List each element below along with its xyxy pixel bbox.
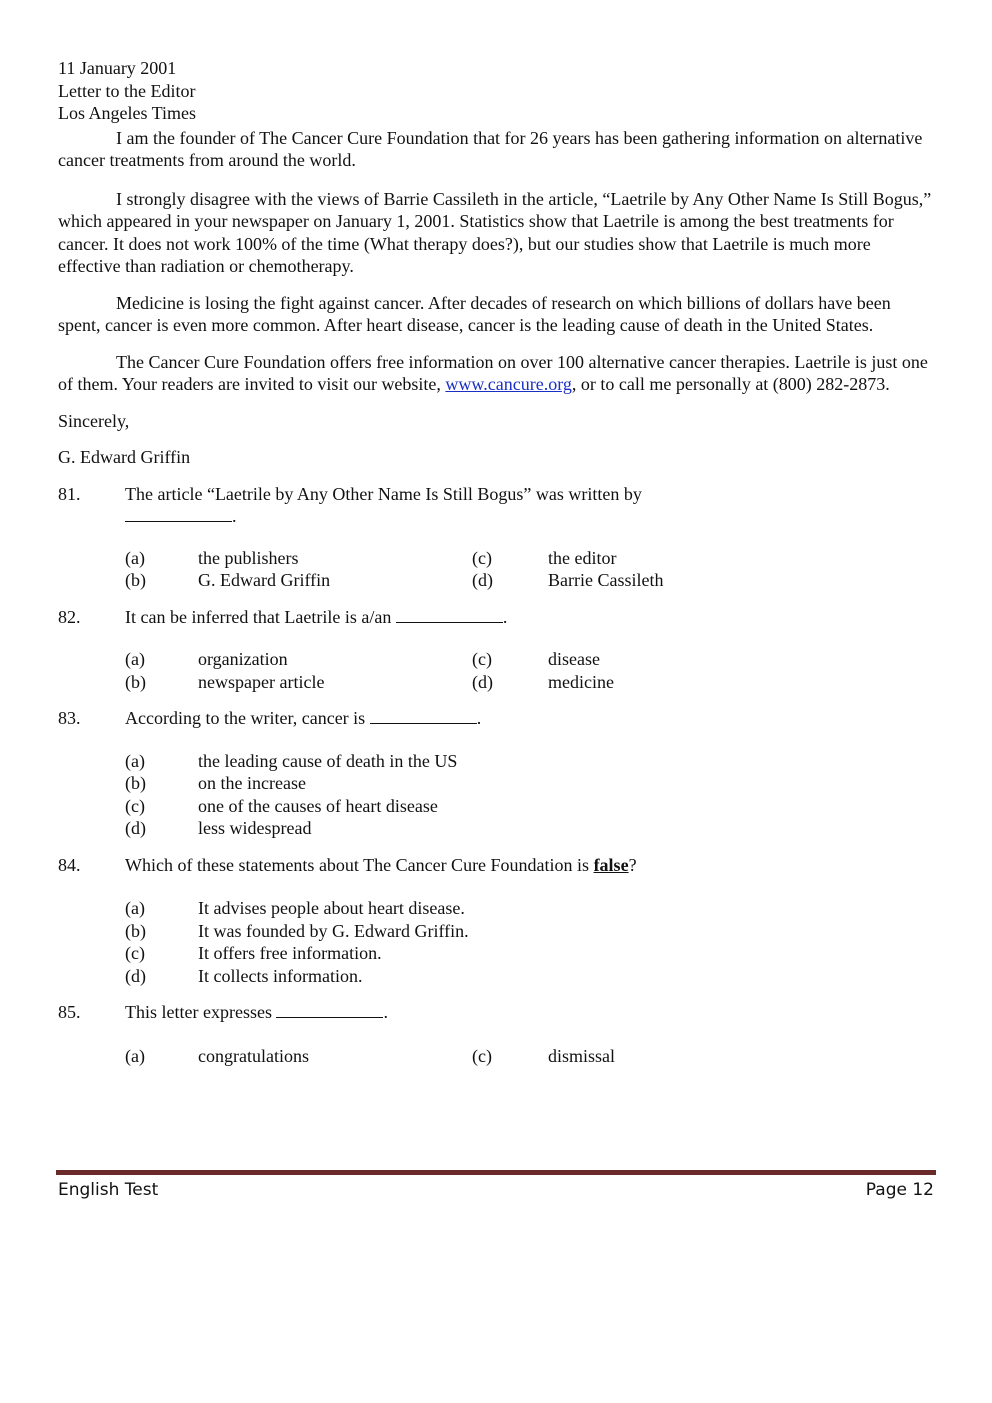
letter-paragraph-2: I strongly disagree with the views of Barrie Cassileth in the article, “Laetrile by Any Other Name Is Still Bogus,” which appeared in your newspaper on January 1, 2001. Statistics show that Laetrile is among the best treatments for cancer. It does not work 100% of the time (What therapy does?), but our studies show that Laetrile is much more effective than radiation or chemotherapy. (58, 188, 932, 276)
letter-paragraph-3: Medicine is losing the fight against cancer. After decades of research on which billions of dollars have been spent, cancer is even more common. After heart disease, cancer is the leading cause of death in the United States. (58, 292, 891, 335)
options-row (58, 671, 936, 694)
option-label: (d) (472, 570, 493, 590)
option-label: (d) (125, 965, 146, 986)
option-label: (b) (125, 773, 146, 793)
question-81 (58, 483, 936, 506)
option-label: (c) (472, 1045, 492, 1066)
option-text: disease (548, 649, 600, 669)
letter-paragraph-1: I am the founder of The Cancer Cure Foundation that for 26 years has been gathering information on alternative cancer treatments from around the world. (58, 127, 923, 170)
option-text: newspaper article (198, 671, 325, 692)
option-label: (b) (125, 570, 146, 590)
option-text: Barrie Cassileth (548, 570, 664, 590)
question-81-blank-line (58, 505, 936, 528)
letter-closing: Sincerely, (58, 410, 130, 431)
question-number: 81. (58, 483, 81, 504)
letter-signature: G. Edward Griffin (58, 447, 191, 467)
option-label: (b) (125, 671, 146, 692)
paragraph-4-text-end: , or to call me personally at (800) 282-2873. (571, 374, 890, 394)
option-text: less widespread (198, 818, 312, 838)
option-text: one of the causes of heart disease (198, 795, 438, 816)
question-end: . (232, 506, 237, 526)
options-row (58, 569, 936, 592)
option-text: the leading cause of death in the US (198, 750, 458, 771)
option-row (58, 817, 936, 840)
question-83 (58, 707, 936, 730)
option-label: (a) (125, 898, 145, 918)
option-label: (c) (472, 649, 492, 669)
question-number: 84. (58, 854, 81, 875)
question-end: . (476, 708, 482, 728)
option-text: organization (198, 649, 288, 669)
option-text: dismissal (548, 1045, 616, 1066)
question-84 (58, 854, 936, 877)
page-number: Page 12 (865, 1180, 934, 1200)
option-text: congratulations (198, 1045, 309, 1066)
option-text: It was founded by G. Edward Griffin. (198, 920, 469, 941)
question-stem: It can be inferred that Laetrile is a/an (125, 606, 392, 627)
letter-date: 11 January 2001 (58, 58, 177, 78)
document-page (58, 57, 936, 1067)
option-label: (d) (125, 818, 146, 838)
option-text: G. Edward Griffin (198, 570, 331, 590)
answer-blank (370, 707, 477, 724)
option-text: the editor (548, 547, 617, 568)
option-label: (a) (125, 547, 145, 568)
option-row (58, 920, 936, 943)
footer-divider (56, 1170, 936, 1175)
option-label: (b) (125, 920, 146, 941)
question-stem: According to the writer, cancer is (125, 708, 366, 728)
option-label: (d) (472, 671, 493, 692)
option-text: medicine (548, 671, 614, 692)
option-text: It offers free information. (198, 943, 382, 963)
option-label: (a) (125, 649, 145, 669)
options-row (58, 1045, 936, 1068)
option-label: (a) (125, 750, 145, 771)
letter-addressee: Letter to the Editor (58, 80, 196, 101)
answer-blank (396, 606, 503, 623)
option-text: It advises people about heart disease. (198, 898, 465, 918)
question-stem: The article “Laetrile by Any Other Name Is Still Bogus” was written by (125, 483, 642, 504)
option-text: It collects information. (198, 965, 363, 986)
question-end: . (383, 1002, 388, 1022)
option-text: the publishers (198, 547, 299, 568)
question-number: 85. (58, 1002, 81, 1022)
question-stem: Which of these statements about The Cancer Cure Foundation is (125, 854, 590, 875)
option-row (58, 795, 936, 818)
question-82 (58, 606, 936, 629)
option-row (58, 965, 936, 988)
options-row (58, 547, 936, 570)
answer-blank (276, 1001, 383, 1018)
paragraph-4-text: The Cancer Cure Foundation offers free information on over 100 alternative cancer therapies. Laetrile is just one of them. Your readers are invited to visit our website, (58, 351, 928, 394)
page-footer (58, 1180, 934, 1204)
question-85 (58, 1001, 936, 1024)
emphasis-false: false (593, 854, 629, 875)
option-text: on the increase (198, 773, 306, 793)
option-row (58, 942, 936, 965)
question-end: ? (628, 854, 637, 875)
question-stem: This letter expresses (125, 1002, 272, 1022)
question-end: . (502, 606, 508, 627)
answer-blank (125, 505, 232, 522)
letter-paragraph-4 (58, 351, 936, 396)
option-row (58, 772, 936, 795)
website-link[interactable]: www.cancure.org (445, 374, 572, 394)
option-label: (c) (125, 943, 145, 963)
option-label: (a) (125, 1045, 145, 1066)
footer-title: English Test (58, 1180, 159, 1200)
option-label: (c) (472, 547, 492, 568)
option-row (58, 750, 936, 773)
option-row (58, 897, 936, 920)
option-label: (c) (125, 795, 145, 816)
question-number: 83. (58, 708, 81, 728)
question-number: 82. (58, 606, 81, 627)
letter-publication: Los Angeles Times (58, 103, 197, 123)
options-row (58, 648, 936, 671)
